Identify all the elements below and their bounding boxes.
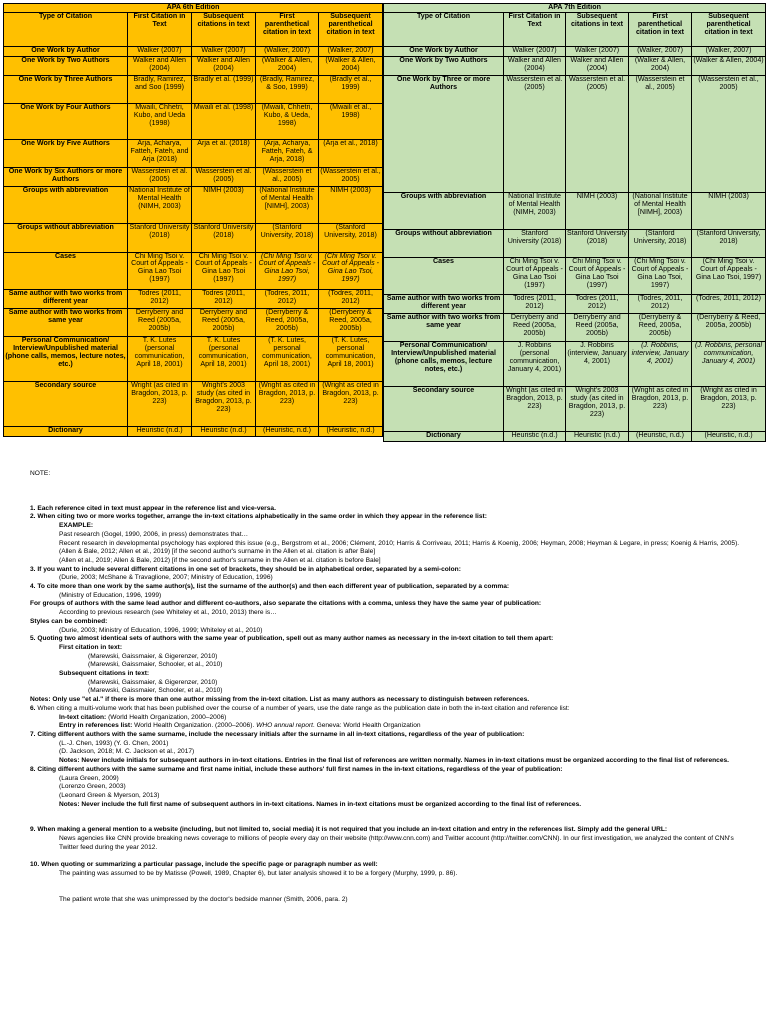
column-header: Subsequent parenthetical citation in text bbox=[319, 13, 383, 47]
citation-example: Arja, Acharya, Fatteh, Fateh, and Arja (2018) bbox=[128, 140, 192, 168]
citation-type: One Work by Three Authors bbox=[4, 76, 128, 104]
note-6-text: When citing a multi-volume work that has been published over the course of a number of years, use the date range as the publication date in both the in-text citation and reference list: bbox=[37, 704, 570, 712]
citation-type: One Work by Two Authors bbox=[384, 57, 504, 76]
column-header: First Citation in Text bbox=[504, 13, 566, 47]
citation-example: (Wright as cited in Bragdon, 2013, p. 223) bbox=[319, 381, 383, 426]
edition-row bbox=[384, 4, 766, 13]
citation-example: Arja et al. (2018) bbox=[192, 140, 256, 168]
citation-example: Wasserstein et al. (2005) bbox=[566, 76, 629, 193]
citation-type: Same author with two works from same year bbox=[384, 314, 504, 342]
citation-example: Chi Ming Tsoi v. Court of Appeals - Gina Lao Tsoi (1997) bbox=[566, 258, 629, 295]
citation-example: (T. K. Lutes, personal communication, April 18, 2001) bbox=[256, 336, 319, 381]
citation-example: (Stanford University, 2018) bbox=[319, 224, 383, 252]
citation-example: (Chi Ming Tsoi v. Court of Appeals - Gina Lao Tsoi, 1997) bbox=[692, 258, 766, 295]
citation-example: Walker (2007) bbox=[128, 47, 192, 57]
citation-example: (Stanford University, 2018) bbox=[256, 224, 319, 252]
citation-row bbox=[384, 295, 766, 314]
note-6-in-text-label: In-text citation: bbox=[59, 713, 107, 721]
note-8-example-2: (Lorenzo Green, 2003) bbox=[59, 783, 126, 791]
citation-example: (Heuristic, n.d.) bbox=[319, 426, 383, 436]
citation-type: Cases bbox=[384, 258, 504, 295]
citation-row bbox=[384, 258, 766, 295]
citation-example: T. K. Lutes (personal communication, April 18, 2001) bbox=[192, 336, 256, 381]
citation-example: Chi Ming Tsoi v. Court of Appeals - Gina Lao Tsoi (1997) bbox=[192, 252, 256, 289]
citation-type: One Work by Six Authors or more Authors bbox=[4, 168, 128, 187]
citation-example: Todres (2011, 2012) bbox=[566, 295, 629, 314]
citation-row bbox=[384, 387, 766, 432]
citation-example: (Walker & Allen, 2004) bbox=[319, 57, 383, 76]
citation-example: (J. Robbins, interview, January 4, 2001) bbox=[629, 342, 692, 387]
citation-type: One Work by Author bbox=[384, 47, 504, 57]
citation-row bbox=[384, 230, 766, 258]
citation-row bbox=[4, 252, 383, 289]
citation-row bbox=[384, 47, 766, 57]
citation-example: Bradly et al. (1999) bbox=[192, 76, 256, 104]
note-7-example-1: (L.-J. Chen, 1993) (Y. G. Chen, 2001) bbox=[59, 739, 169, 747]
citation-type: One Work by Three or more Authors bbox=[384, 76, 504, 193]
citation-type: One Work by Four Authors bbox=[4, 104, 128, 140]
note-4-styles-example: (Durie, 2003; Ministry of Education, 1996, 1999; Whiteley et al., 2010) bbox=[59, 626, 263, 634]
citation-example: Walker (2007) bbox=[566, 47, 629, 57]
column-header: First Citation in Text bbox=[128, 13, 192, 47]
note-6-reference-label: Entry in references list: bbox=[59, 722, 133, 730]
citation-example: Mwaili et al. (1998) bbox=[192, 104, 256, 140]
column-header: First parenthetical citation in text bbox=[256, 13, 319, 47]
note-8-notes: Notes: Never include the full first name of subsequent authors in in-text citations. Names in in-text citations must be organized according to the final list of references. bbox=[59, 800, 582, 808]
citation-example: Chi Ming Tsoi v. Court of Appeals - Gina Lao Tsoi (1997) bbox=[504, 258, 566, 295]
citation-type: Personal Communication/ Interview/Unpublished material (phone calls, memos, lecture notes, etc.) bbox=[4, 336, 128, 381]
note-8-example-3: (Leonard Green & Myerson, 2013) bbox=[59, 791, 160, 799]
citation-type: Same author with two works from same year bbox=[4, 308, 128, 336]
note-7: 7. Citing different authors with the same surname, include the necessary initials after the surname in all in-text citations, regardless of the year of publication: bbox=[30, 730, 525, 738]
edition-row bbox=[4, 4, 383, 13]
citation-type: Same author with two works from different year bbox=[384, 295, 504, 314]
citation-example: (Walker & Allen, 2004) bbox=[256, 57, 319, 76]
edition-title: APA 7th Edition bbox=[384, 4, 766, 13]
citation-example: Derryberry and Reed (2005a, 2005b) bbox=[192, 308, 256, 336]
note-5-first-example-2: (Marewski, Gaissmaier, Schooler, et al., 2010) bbox=[88, 661, 223, 669]
citation-row bbox=[384, 314, 766, 342]
note-10-example-1: The painting was assumed to be by Matisse (Powell, 1989, Chapter 6), but later analysis showed it to be a forgery (Murphy, 1999, p. 86). bbox=[59, 869, 458, 877]
citation-example: Heuristic (n.d.) bbox=[192, 426, 256, 436]
citation-row bbox=[4, 76, 383, 104]
citation-example: Heuristic (n.d.) bbox=[566, 432, 629, 442]
citation-type: One Work by Author bbox=[4, 47, 128, 57]
citation-example: Wasserstein et al. (2005) bbox=[128, 168, 192, 187]
citation-example: Heuristic (n.d.) bbox=[128, 426, 192, 436]
note-6-reference-entry bbox=[30, 722, 742, 731]
citation-type: Groups with abbreviation bbox=[384, 193, 504, 230]
citation-tables bbox=[3, 3, 765, 437]
note-4-groups-example: According to previous research (see Whiteley et al., 2010, 2013) there is… bbox=[59, 609, 277, 617]
citation-example: (Wright as cited in Bragdon, 2013, p. 223) bbox=[629, 387, 692, 432]
citation-example: (Walker, 2007) bbox=[629, 47, 692, 57]
note-5-first-example-1: (Marewski, Gaissmaier, & Gigerenzer, 2010) bbox=[88, 652, 218, 660]
note-6-lead: 6. bbox=[30, 704, 36, 712]
citation-row bbox=[4, 224, 383, 252]
citation-row bbox=[384, 432, 766, 442]
citation-example: Wright's 2003 study (as cited in Bragdon, 2013, p. 223) bbox=[192, 381, 256, 426]
note-6-reference-value-italic: WHO annual report bbox=[256, 722, 313, 730]
citation-example: (Arja et al., 2018) bbox=[319, 140, 383, 168]
citation-example: (Derryberry & Reed, 2005a, 2005b) bbox=[256, 308, 319, 336]
citation-example: National Institute of Mental Health (NIMH, 2003) bbox=[128, 187, 192, 224]
citation-example: (Todres, 2011, 2012) bbox=[319, 289, 383, 308]
citation-row bbox=[4, 336, 383, 381]
note-5: 5. Quoting two almost identical sets of authors with the same year of publication, spell out as many author names as necessary in the in-text citation to tell them apart: bbox=[30, 635, 554, 643]
column-header: First parenthetical citation in text bbox=[629, 13, 692, 47]
note-10-example-2: The patient wrote that she was unimpressed by the doctor's bedside manner (Smith, 2006, para. 2) bbox=[59, 895, 348, 903]
citation-example: Stanford University (2018) bbox=[566, 230, 629, 258]
citation-row bbox=[4, 47, 383, 57]
citation-example: Wright (as cited in Bragdon, 2013, p. 223) bbox=[128, 381, 192, 426]
citation-example: (Wasserstein et al., 2005) bbox=[256, 168, 319, 187]
citation-example: Bradly, Ramirez, and Soo (1999) bbox=[128, 76, 192, 104]
note-6-in-text bbox=[30, 714, 742, 723]
column-header-row bbox=[384, 13, 766, 47]
citation-example: (Wright as cited in Bragdon, 2013, p. 223) bbox=[256, 381, 319, 426]
citation-example: Wright (as cited in Bragdon, 2013, p. 223) bbox=[504, 387, 566, 432]
apa6-table bbox=[3, 3, 383, 437]
citation-example: (Bradly, Ramirez, & Soo, 1999) bbox=[256, 76, 319, 104]
citation-example: (Chi Ming Tsoi v. Court of Appeals - Gina Lao Tsoi, 1997) bbox=[256, 252, 319, 289]
citation-example: (Todres, 2011, 2012) bbox=[256, 289, 319, 308]
note-8-example-1: (Laura Green, 2009) bbox=[59, 774, 119, 782]
citation-example: Todres (2011, 2012) bbox=[504, 295, 566, 314]
citation-example: (Walker & Allen, 2004) bbox=[692, 57, 766, 76]
note-4: 4. To cite more than one work by the same author(s), list the surname of the author(s) and then each different year of publication, separated by a comma: bbox=[30, 583, 510, 591]
citation-example: Wright's 2003 study (as cited in Bragdon, 2013, p. 223) bbox=[566, 387, 629, 432]
citation-example: NIMH (2003) bbox=[566, 193, 629, 230]
citation-example: National Institute of Mental Health (NIMH, 2003) bbox=[504, 193, 566, 230]
note-4-groups: For groups of authors with the same lead author and different co-authors, also separate the citations with a comma, unless they have the same year of publication: bbox=[30, 600, 542, 608]
citation-example: (Todres, 2011, 2012) bbox=[629, 295, 692, 314]
note-2-example-2: Recent research in developmental psychology has explored this issue (e.g., Bergstrom et al., 2006; Clément, 2010; Harris & Corriveau, 2011; Harris & Koenig, 2006; Heyman, 2008; Heyman & Legare, in press; Koenig & Harris, 2005). bbox=[59, 539, 740, 547]
citation-example: (Todres, 2011, 2012) bbox=[692, 295, 766, 314]
citation-row bbox=[384, 76, 766, 193]
citation-example: (Walker & Allen, 2004) bbox=[629, 57, 692, 76]
citation-row bbox=[4, 187, 383, 224]
column-header-row bbox=[4, 13, 383, 47]
citation-row bbox=[384, 57, 766, 76]
note-2: 2. When citing two or more works together, arrange the in-text citations alphabetically in the same order in which they appear in the reference list: bbox=[30, 513, 487, 521]
citation-example: NIMH (2003) bbox=[319, 187, 383, 224]
citation-example: T. K. Lutes (personal communication, April 18, 2001) bbox=[128, 336, 192, 381]
citation-type: Cases bbox=[4, 252, 128, 289]
citation-type: Groups without abbreviation bbox=[4, 224, 128, 252]
citation-example: Mwaili, Chhetri, Kubo, and Ueda (1998) bbox=[128, 104, 192, 140]
citation-type: One Work by Five Authors bbox=[4, 140, 128, 168]
note-5-first-label: First citation in text: bbox=[59, 643, 123, 651]
citation-example: (Derryberry & Reed, 2005a, 2005b) bbox=[692, 314, 766, 342]
citation-example: Todres (2011, 2012) bbox=[128, 289, 192, 308]
citation-example: (Stanford University, 2018) bbox=[692, 230, 766, 258]
note-7-example-2: (D. Jackson, 2018; M. C. Jackson et al., 2017) bbox=[59, 748, 195, 756]
citation-row bbox=[4, 426, 383, 436]
note-6-reference-value-a: World Health Organization. (2000–2006). bbox=[134, 722, 255, 730]
citation-example: (Wasserstein et al., 2005) bbox=[692, 76, 766, 193]
citation-row bbox=[4, 104, 383, 140]
citation-example: (Walker, 2007) bbox=[692, 47, 766, 57]
notes-section bbox=[30, 470, 742, 904]
citation-example: (Derryberry & Reed, 2005a, 2005b) bbox=[319, 308, 383, 336]
citation-example: Derryberry and Reed (2005a, 2005b) bbox=[566, 314, 629, 342]
citation-row bbox=[4, 289, 383, 308]
column-header: Subsequent citations in text bbox=[192, 13, 256, 47]
citation-example: Stanford University (2018) bbox=[192, 224, 256, 252]
edition-title: APA 6th Edition bbox=[4, 4, 383, 13]
citation-example: (National Institute of Mental Health [NIMH], 2003) bbox=[629, 193, 692, 230]
note-5-subsequent-example-1: (Marewski, Gaissmaier, & Gigerenzer, 2010) bbox=[88, 678, 218, 686]
citation-example: (Chi Ming Tsoi v. Court of Appeals - Gina Lao Tsoi, 1997) bbox=[629, 258, 692, 295]
citation-example: Wasserstein et al. (2005) bbox=[504, 76, 566, 193]
note-7-notes: Notes: Never include initials for subsequent authors in in-text citations. Entries in the final list of references are written normally. Names in in-text citations must be organized according to the final list of references. bbox=[59, 757, 730, 765]
note-6 bbox=[30, 705, 742, 714]
citation-example: (Walker, 2007) bbox=[319, 47, 383, 57]
citation-example: (National Institute of Mental Health [NIMH], 2003) bbox=[256, 187, 319, 224]
notes-heading: NOTE: bbox=[30, 470, 51, 477]
citation-example: (Derryberry & Reed, 2005a, 2005b) bbox=[629, 314, 692, 342]
citation-example: (Wasserstein et al., 2005) bbox=[319, 168, 383, 187]
citation-type: Secondary source bbox=[384, 387, 504, 432]
column-header: Type of Citation bbox=[4, 13, 128, 47]
citation-example: J. Robbins (personal communication, January 4, 2001) bbox=[504, 342, 566, 387]
note-9: 9. When making a general mention to a website (including, but not limited to, social media) it is not required that you include an in-text citation and entry in the references list. Simply add the general URL: bbox=[30, 826, 668, 834]
note-5-subsequent-label: Subsequent citations in text: bbox=[59, 670, 150, 678]
citation-example: (Mwaili et al., 1998) bbox=[319, 104, 383, 140]
citation-type: Personal Communication/ Interview/Unpublished material (phone calls, memos, lecture notes, etc.) bbox=[384, 342, 504, 387]
citation-example: NIMH (2003) bbox=[692, 193, 766, 230]
citation-example: Chi Ming Tsoi v. Court of Appeals - Gina Lao Tsoi (1997) bbox=[128, 252, 192, 289]
note-3: 3. If you want to include several different citations in one set of brackets, they should be in alphabetical order, separated by a semi-colon: bbox=[30, 565, 461, 573]
citation-row bbox=[4, 168, 383, 187]
citation-example: Stanford University (2018) bbox=[504, 230, 566, 258]
citation-example: Walker and Allen (2004) bbox=[192, 57, 256, 76]
citation-example: (Mwaili, Chhetri, Kubo, & Ueda, 1998) bbox=[256, 104, 319, 140]
citation-row bbox=[4, 381, 383, 426]
note-2-example-label: EXAMPLE: bbox=[59, 522, 94, 530]
citation-example: Derryberry and Reed (2005a, 2005b) bbox=[128, 308, 192, 336]
citation-type: Secondary source bbox=[4, 381, 128, 426]
citation-type: Groups with abbreviation bbox=[4, 187, 128, 224]
citation-example: Todres (2011, 2012) bbox=[192, 289, 256, 308]
citation-example: Stanford University (2018) bbox=[128, 224, 192, 252]
note-2-example-4: (Allen et al., 2019; Allen & Bale, 2012) [if the second author's surname in the Allen et al. citation is before Bale] bbox=[59, 556, 381, 564]
citation-example: Derryberry and Reed (2005a, 2005b) bbox=[504, 314, 566, 342]
column-header: Subsequent parenthetical citation in text bbox=[692, 13, 766, 47]
citation-row bbox=[4, 140, 383, 168]
citation-example: (J. Robbins, personal communication, January 4, 2001) bbox=[692, 342, 766, 387]
column-header: Subsequent citations in text bbox=[566, 13, 629, 47]
note-4-example: (Ministry of Education, 1996, 1999) bbox=[59, 591, 162, 599]
note-10: 10. When quoting or summarizing a particular passage, include the specific page or paragraph number as well: bbox=[30, 861, 378, 869]
note-5-subsequent-example-2: (Marewski, Gaissmaier, Schooler, et al., 2010) bbox=[88, 687, 223, 695]
citation-row bbox=[4, 308, 383, 336]
note-4-styles: Styles can be combined: bbox=[30, 617, 108, 625]
note-5-notes: Notes: Only use "et al." if there is more than one author missing from the in-text citation. List as many authors as necessary to distinguish between references. bbox=[30, 696, 530, 704]
citation-example: (Bradly et al., 1999) bbox=[319, 76, 383, 104]
citation-row bbox=[384, 193, 766, 230]
citation-example: (Arja, Acharya, Fatteh, Fateh, & Arja, 2018) bbox=[256, 140, 319, 168]
citation-example: Heuristic (n.d.) bbox=[504, 432, 566, 442]
citation-example: (Heuristic, n.d.) bbox=[629, 432, 692, 442]
citation-example: (Walker, 2007) bbox=[256, 47, 319, 57]
citation-example: (Wright as cited in Bragdon, 2013, p. 223) bbox=[692, 387, 766, 432]
citation-type: One Work by Two Authors bbox=[4, 57, 128, 76]
column-header: Type of Citation bbox=[384, 13, 504, 47]
citation-example: NIMH (2003) bbox=[192, 187, 256, 224]
note-9-example: News agencies like CNN provide breaking news coverage to millions of people every day on their website (http://www.cnn.com) and Twitter account (http://twitter.com/CNN). In our first investigation, we analyzed the content of CNN's Twitter feed during the year 2012. bbox=[59, 835, 734, 851]
citation-type: Groups without abbreviation bbox=[384, 230, 504, 258]
note-2-example-3: (Allen & Bale, 2012; Allen et al., 2019) [if the second author's surname in the Allen et al. citation is after Bale] bbox=[59, 548, 376, 556]
citation-row bbox=[384, 342, 766, 387]
citation-type: Dictionary bbox=[384, 432, 504, 442]
citation-example: (Heuristic, n.d.) bbox=[256, 426, 319, 436]
citation-example: J. Robbins (interview, January 4, 2001) bbox=[566, 342, 629, 387]
note-6-in-text-value: (World Health Organization, 2000–2006) bbox=[108, 713, 227, 721]
citation-type: Dictionary bbox=[4, 426, 128, 436]
citation-row bbox=[4, 57, 383, 76]
citation-example: (Chi Ming Tsoi v. Court of Appeals - Gina Lao Tsoi, 1997) bbox=[319, 252, 383, 289]
citation-example: (T. K. Lutes, personal communication, April 18, 2001) bbox=[319, 336, 383, 381]
citation-example: Wasserstein et al. (2005) bbox=[192, 168, 256, 187]
note-1: 1. Each reference cited in text must appear in the reference list and vice-versa. bbox=[30, 504, 276, 512]
citation-example: (Wasserstein et al., 2005) bbox=[629, 76, 692, 193]
citation-example: (Stanford University, 2018) bbox=[629, 230, 692, 258]
apa7-table bbox=[383, 3, 766, 442]
note-8: 8. Citing different authors with the same surname and first name initial, include these authors' full first names in the in-text citations, regardless of the year of publication: bbox=[30, 765, 563, 773]
citation-example: (Heuristic, n.d.) bbox=[692, 432, 766, 442]
note-6-reference-value-b: . Geneva: World Health Organization bbox=[312, 722, 421, 730]
citation-example: Walker (2007) bbox=[192, 47, 256, 57]
citation-example: Walker and Allen (2004) bbox=[566, 57, 629, 76]
note-2-example-1: Past research (Gogel, 1990, 2006, in press) demonstrates that… bbox=[59, 530, 249, 538]
citation-type: Same author with two works from different year bbox=[4, 289, 128, 308]
citation-example: Walker and Allen (2004) bbox=[504, 57, 566, 76]
citation-example: Walker (2007) bbox=[504, 47, 566, 57]
citation-example: Walker and Allen (2004) bbox=[128, 57, 192, 76]
note-3-example: (Durie, 2003; McShane & Travaglione, 2007; Ministry of Education, 1996) bbox=[59, 574, 273, 582]
